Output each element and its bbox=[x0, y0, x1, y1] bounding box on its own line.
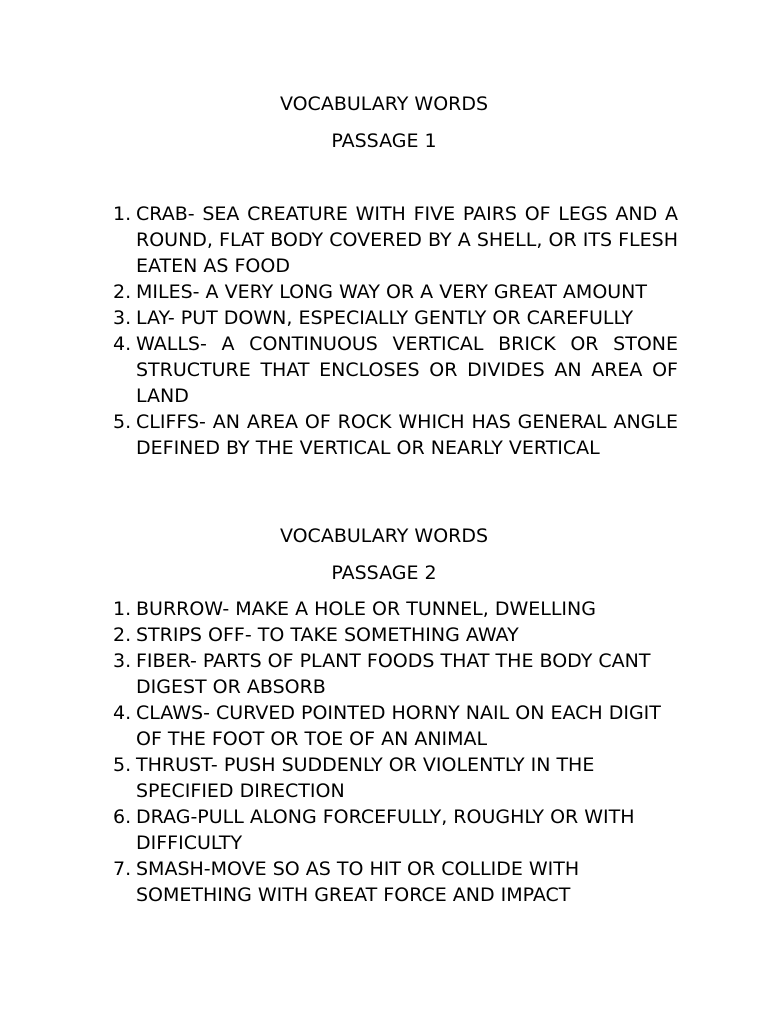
section1-title: VOCABULARY WORDS bbox=[279, 93, 489, 115]
section2-list bbox=[110, 596, 678, 908]
list-item-number: 4. bbox=[113, 333, 132, 355]
list-item bbox=[110, 201, 678, 279]
list-item-number: 5. bbox=[113, 411, 132, 433]
list-item bbox=[110, 622, 678, 648]
list-item-text: THRUST- PUSH SUDDENLY OR VIOLENTLY IN THE SPECIFIED DIRECTION bbox=[136, 754, 595, 802]
list-item-number: 1. bbox=[113, 203, 132, 225]
section2-title: VOCABULARY WORDS bbox=[279, 525, 489, 547]
list-item-text: STRIPS OFF- TO TAKE SOMETHING AWAY bbox=[136, 624, 519, 646]
list-item-text: CLIFFS- AN AREA OF ROCK WHICH HAS GENERAL ANGLE DEFINED BY THE VERTICAL OR NEARLY VERTICAL bbox=[136, 411, 678, 459]
list-item-number: 5. bbox=[113, 754, 132, 776]
list-item bbox=[110, 648, 678, 700]
list-item-text: LAY- PUT DOWN, ESPECIALLY GENTLY OR CAREFULLY bbox=[136, 307, 634, 329]
list-item bbox=[110, 596, 678, 622]
list-item-text: CRAB- SEA CREATURE WITH FIVE PAIRS OF LEGS AND A ROUND, FLAT BODY COVERED BY A SHELL, OR ITS FLESH EATEN AS FOOD bbox=[136, 203, 678, 277]
list-item-text: MILES- A VERY LONG WAY OR A VERY GREAT AMOUNT bbox=[136, 281, 648, 303]
list-item-number: 7. bbox=[113, 858, 132, 880]
section1-subtitle: PASSAGE 1 bbox=[331, 130, 437, 152]
list-item bbox=[110, 804, 678, 856]
list-item-text: CLAWS- CURVED POINTED HORNY NAIL ON EACH DIGIT OF THE FOOT OR TOE OF AN ANIMAL bbox=[136, 702, 661, 750]
list-item-number: 6. bbox=[113, 806, 132, 828]
list-item bbox=[110, 279, 678, 305]
list-item-number: 2. bbox=[113, 281, 132, 303]
list-item bbox=[110, 331, 678, 409]
list-item-number: 2. bbox=[113, 624, 132, 646]
list-item-text: WALLS- A CONTINUOUS VERTICAL BRICK OR STONE STRUCTURE THAT ENCLOSES OR DIVIDES AN AREA OF LAND bbox=[136, 333, 678, 407]
section1-list bbox=[110, 201, 678, 461]
list-item-number: 3. bbox=[113, 307, 132, 329]
list-item bbox=[110, 856, 678, 908]
list-item-text: BURROW- MAKE A HOLE OR TUNNEL, DWELLING bbox=[136, 598, 596, 620]
list-item-text: DRAG-PULL ALONG FORCEFULLY, ROUGHLY OR WITH DIFFICULTY bbox=[136, 806, 635, 854]
list-item bbox=[110, 700, 678, 752]
section2-subtitle: PASSAGE 2 bbox=[331, 562, 437, 584]
list-item bbox=[110, 409, 678, 461]
list-item-text: FIBER- PARTS OF PLANT FOODS THAT THE BODY CANT DIGEST OR ABSORB bbox=[136, 650, 651, 698]
list-item bbox=[110, 305, 678, 331]
list-item-number: 3. bbox=[113, 650, 132, 672]
list-item-number: 1. bbox=[113, 598, 132, 620]
list-item-text: SMASH-MOVE SO AS TO HIT OR COLLIDE WITH SOMETHING WITH GREAT FORCE AND IMPACT bbox=[136, 858, 580, 906]
list-item bbox=[110, 752, 678, 804]
list-item-number: 4. bbox=[113, 702, 132, 724]
